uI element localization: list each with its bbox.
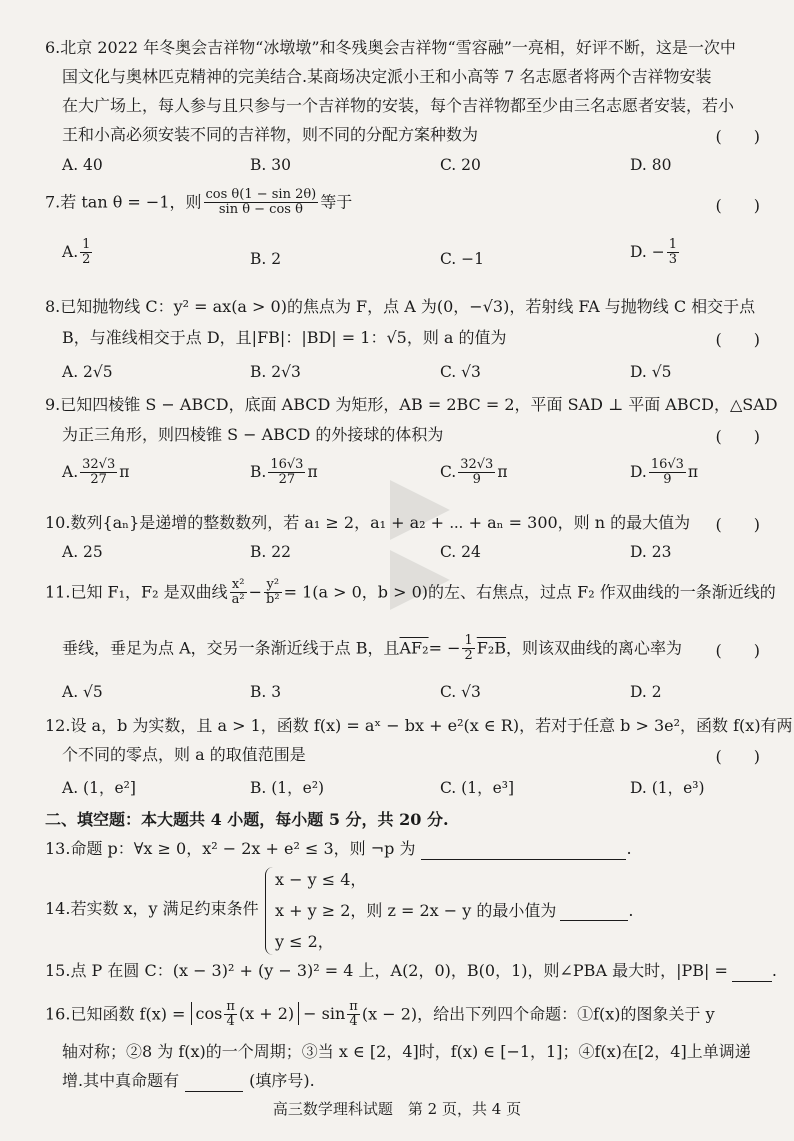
q7-a-den: 2	[82, 252, 91, 268]
q9-b-fraction	[268, 458, 305, 488]
q8-option-c: C. √3	[440, 363, 481, 381]
q9-line1: 9.已知四棱锥 S − ABCD，底面 ABCD 为矩形，AB = 2BC = 2，平面 SAD ⊥ 平面 ABCD，△SAD	[45, 395, 778, 414]
q11-h-den: 2	[464, 648, 473, 664]
q10-option-b: B. 22	[250, 543, 291, 561]
q13-post: .	[626, 839, 632, 858]
q11-option-c: C. √3	[440, 683, 481, 701]
q15-line	[45, 960, 777, 982]
q16-pi-num2: π	[349, 999, 358, 1014]
q11-vector-af2: AF₂	[399, 638, 429, 658]
q9-option-a	[62, 458, 129, 488]
pi-symbol: π	[307, 462, 318, 481]
q10-option-a: A. 25	[62, 543, 103, 561]
q7-d-den: 3	[668, 252, 677, 268]
q11-y-num: y²	[264, 578, 282, 593]
q16-pi-fraction-2	[347, 1000, 360, 1030]
q11-line2	[62, 634, 766, 664]
q7-option-a	[62, 238, 94, 268]
q7-a-num: 1	[82, 237, 91, 252]
q7-den: sin θ − cos θ	[218, 202, 303, 218]
q13-line	[45, 838, 766, 860]
q11-l2-pre: 垂线，垂足为点 A，交另一条渐近线于点 B，且	[62, 638, 400, 658]
pi-symbol: π	[119, 462, 130, 481]
answer-bracket: ( )	[715, 641, 760, 660]
q8-line1: 8.已知抛物线 C：y² = ax(a > 0)的焦点为 F，点 A 为(0，−√3)，若射线 FA 与抛物线 C 相交于点	[45, 297, 756, 316]
q8-option-b: B. 2√3	[250, 363, 301, 381]
q9-d-den: 9	[663, 472, 672, 488]
q12-line2: 个不同的零点，则 a 的取值范围是	[62, 745, 306, 764]
q14-answer-blank[interactable]	[560, 902, 628, 921]
q9-a-num: 32√3	[82, 457, 116, 472]
q7-option-b: B. 2	[250, 250, 282, 268]
q14-constraint-2: x + y ≥ 2，则 z = 2x − y 的最小值为	[275, 901, 557, 920]
q9-option-d	[630, 458, 698, 488]
q9-c-fraction	[458, 458, 495, 488]
q13-pre: 13.命题 p：∀x ≥ 0，x² − 2x + e² ≤ 3，则 ¬p 为	[45, 839, 416, 858]
q12-option-b: B. (1，e²)	[250, 779, 325, 797]
q11-h-num: 1	[464, 633, 473, 648]
q11-y-fraction	[264, 578, 282, 608]
q11-minus: −	[248, 582, 263, 602]
q16-line3	[62, 1070, 766, 1092]
q11-option-b: B. 3	[250, 683, 282, 701]
q7-fraction	[204, 188, 319, 218]
q15-post: .	[771, 961, 777, 980]
q9-a-prefix: A.	[62, 462, 79, 481]
q9-option-c	[440, 458, 508, 488]
q16-pi-fraction-1	[224, 1000, 237, 1030]
q11-l1-post: = 1(a > 0，b > 0)的左、右焦点，过点 F₂ 作双曲线的一条渐近线的	[283, 582, 776, 602]
q7-stem	[45, 188, 766, 218]
q16-cos: cos	[195, 1004, 223, 1024]
q9-a-den: 27	[90, 472, 107, 488]
q7-d-fraction	[667, 238, 679, 268]
q9-b-prefix: B.	[250, 462, 267, 481]
q6-line2: 国文化与奥林匹克精神的完美结合.某商场决定派小王和小高等 7 名志愿者将两个吉祥物安装	[62, 67, 712, 86]
q15-answer-blank[interactable]	[732, 963, 772, 982]
q6-option-a: A. 40	[62, 156, 103, 174]
q16-pi-den2: 4	[349, 1014, 358, 1030]
q6-line1: 6.北京 2022 年冬奥会吉祥物“冰墩墩”和冬残奥会吉祥物“雪容融”一亮相，好评不断，这是一次中	[45, 38, 736, 57]
q11-line1	[45, 577, 776, 608]
q11-l2-post: ，则该双曲线的离心率为	[506, 638, 683, 658]
q7-stem-post: 等于	[320, 192, 353, 212]
q6-option-b: B. 30	[250, 156, 291, 174]
q6-option-d: D. 80	[630, 156, 672, 174]
q7-d-prefix: D. −	[630, 242, 665, 261]
q11-x-fraction	[230, 578, 247, 608]
answer-bracket: ( )	[715, 127, 760, 146]
q7-option-d	[630, 238, 681, 268]
q7-option-c: C. −1	[440, 250, 485, 268]
q14-constraint-1: x − y ≤ 4，	[275, 870, 367, 889]
q9-a-fraction	[80, 458, 117, 488]
q7-d-num: 1	[668, 237, 677, 252]
page-footer: 高三数学理科试题 第 2 页，共 4 页	[272, 1100, 522, 1118]
q16-line3-pre: 增.其中真命题有	[62, 1071, 180, 1090]
q16-pi-den: 4	[226, 1014, 235, 1030]
q16-pre: 16.已知函数 f(x) =	[45, 1004, 191, 1024]
q9-d-fraction	[649, 458, 686, 488]
q7-num: cos θ(1 − sin 2θ)	[205, 187, 317, 202]
q16-arg1: (x + 2)	[238, 1004, 295, 1024]
q14-pre: 14.若实数 x，y 满足约束条件	[45, 899, 259, 918]
q16-line1	[45, 1000, 766, 1030]
q11-half-fraction	[462, 634, 474, 664]
q11-a-den: a²	[231, 592, 245, 608]
q14-post: .	[628, 901, 634, 920]
q9-c-num: 32√3	[460, 457, 494, 472]
answer-bracket: ( )	[715, 427, 760, 446]
answer-bracket: ( )	[715, 515, 760, 534]
q14-constraint-2-line	[275, 898, 634, 921]
answer-bracket: ( )	[715, 196, 760, 215]
answer-bracket: ( )	[715, 330, 760, 349]
q14-constraint-3: y ≤ 2，	[275, 932, 334, 951]
q11-eq: = −	[428, 638, 461, 658]
q15-pre: 15.点 P 在圆 C：(x − 3)² + (y − 3)² = 4 上，A(2，0)，B(0，1)，则∠PBA 最大时，|PB| =	[45, 961, 728, 980]
q8-option-a: A. 2√5	[62, 363, 113, 381]
q7-stem-pre: 7.若 tan θ = −1，则	[45, 192, 202, 212]
q9-b-num: 16√3	[270, 457, 304, 472]
q7-a-fraction	[80, 238, 92, 268]
q12-line1: 12.设 a，b 为实数，且 a > 1，函数 f(x) = aˣ − bx + e²(x ∈ R)，若对于任意 b > 3e²，函数 f(x)有两	[45, 716, 793, 735]
q11-x-num: x²	[230, 578, 247, 593]
q9-line2: 为正三角形，则四棱锥 S − ABCD 的外接球的体积为	[62, 425, 444, 444]
q11-option-a: A. √5	[62, 683, 103, 701]
q9-b-den: 27	[278, 472, 296, 488]
pi-symbol: π	[497, 462, 508, 481]
q16-line3-post: (填序号).	[249, 1071, 315, 1090]
q11-b-den: b²	[266, 592, 280, 608]
q9-c-den: 9	[472, 472, 481, 488]
q9-d-num: 16√3	[650, 457, 684, 472]
q16-mid: − sin	[303, 1004, 346, 1024]
q8-option-d: D. √5	[630, 363, 672, 381]
q9-option-b	[250, 458, 318, 488]
q12-option-a: A. (1，e²]	[62, 779, 136, 797]
q16-line2: 轴对称；②8 为 f(x)的一个周期；③当 x ∈ [2，4]时，f(x) ∈ [−1，1]；④f(x)在[2，4]上单调递	[62, 1042, 751, 1061]
q16-arg2: (x − 2)，给出下列四个命题：①f(x)的图象关于 y	[361, 1004, 715, 1024]
q9-d-prefix: D.	[630, 462, 647, 481]
q7-a-prefix: A.	[62, 242, 79, 261]
q8-line2: B，与准线相交于点 D，且|FB|：|BD| = 1：√5，则 a 的值为	[62, 328, 507, 347]
q13-answer-blank[interactable]	[421, 841, 626, 860]
q11-option-d: D. 2	[630, 683, 662, 701]
q9-c-prefix: C.	[440, 462, 457, 481]
q6-line3: 在大广场上，每人参与且只参与一个吉祥物的安装，每个吉祥物都至少由三名志愿者安装，若小	[62, 96, 735, 115]
q10-option-c: C. 24	[440, 543, 481, 561]
q11-vector-f2b: F₂B	[476, 638, 507, 658]
answer-bracket: ( )	[715, 747, 760, 766]
q10-option-d: D. 23	[630, 543, 672, 561]
q11-l1-pre: 11.已知 F₁，F₂ 是双曲线	[45, 582, 228, 602]
q12-option-d: D. (1，e³)	[630, 779, 705, 797]
q12-option-c: C. (1，e³]	[440, 779, 515, 797]
q16-answer-blank[interactable]	[185, 1073, 243, 1092]
q6-option-c: C. 20	[440, 156, 481, 174]
pi-symbol: π	[687, 462, 699, 481]
q6-line4: 王和小高必须安装不同的吉祥物，则不同的分配方案种数为	[62, 125, 479, 144]
q16-pi-num: π	[226, 999, 235, 1014]
q10-line1: 10.数列{aₙ}是递增的整数数列，若 a₁ ≥ 2，a₁ + a₂ + ⋯ + aₙ = 300，则 n 的最大值为	[45, 513, 691, 532]
section-heading: 二、填空题：本大题共 4 小题，每小题 5 分，共 20 分.	[45, 810, 449, 829]
q16-abs-value	[191, 999, 300, 1030]
